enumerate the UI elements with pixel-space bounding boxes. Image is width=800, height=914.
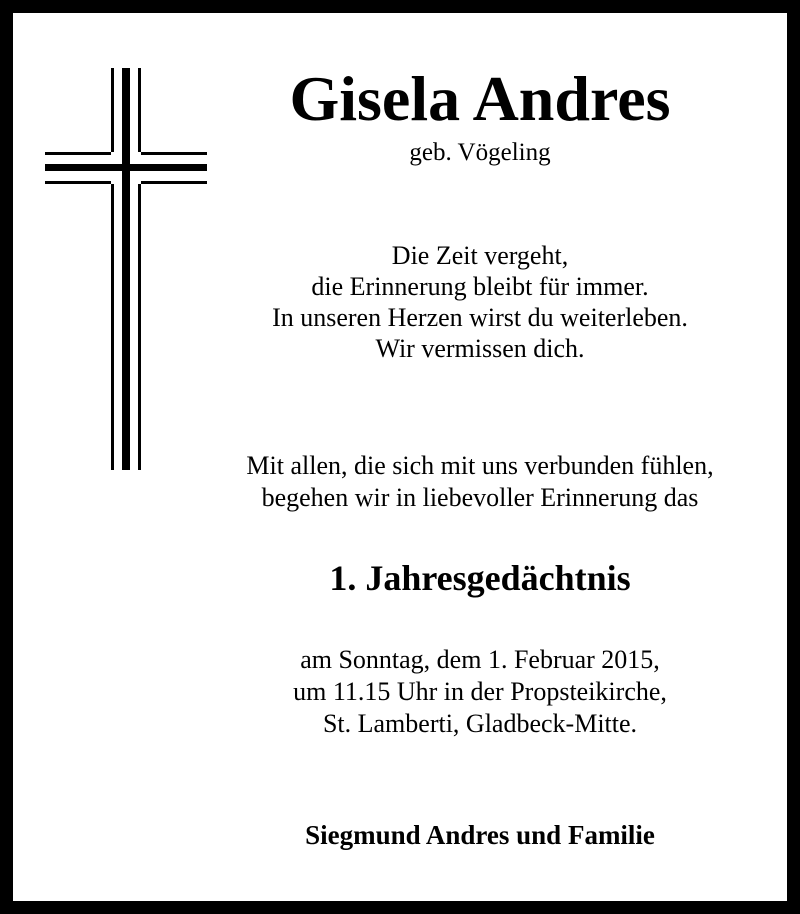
details-line: am Sonntag, dem 1. Februar 2015, <box>300 645 660 674</box>
poem-line: In unseren Herzen wirst du weiterleben. <box>272 303 688 332</box>
intro-text <box>215 450 745 514</box>
deceased-name: Gisela Andres <box>289 63 671 134</box>
poem-line: Die Zeit vergeht, <box>391 241 569 270</box>
signature: Siegmund Andres und Familie <box>305 820 655 850</box>
maiden-name: geb. Vögeling <box>409 139 551 166</box>
details-line: um 11.15 Uhr in der Propsteikirche, <box>293 677 667 706</box>
intro-line: Mit allen, die sich mit uns verbunden fühlen, <box>246 451 714 480</box>
poem <box>215 240 745 364</box>
details-line: St. Lamberti, Gladbeck-Mitte. <box>322 709 638 738</box>
service-details <box>215 644 745 740</box>
poem-line: die Erinnerung bleibt für immer. <box>311 272 649 301</box>
intro-line: begehen wir in liebevoller Erinnerung das <box>261 483 699 512</box>
occasion-title: 1. Jahresgedächtnis <box>329 558 631 598</box>
poem-line: Wir vermissen dich. <box>375 334 585 363</box>
